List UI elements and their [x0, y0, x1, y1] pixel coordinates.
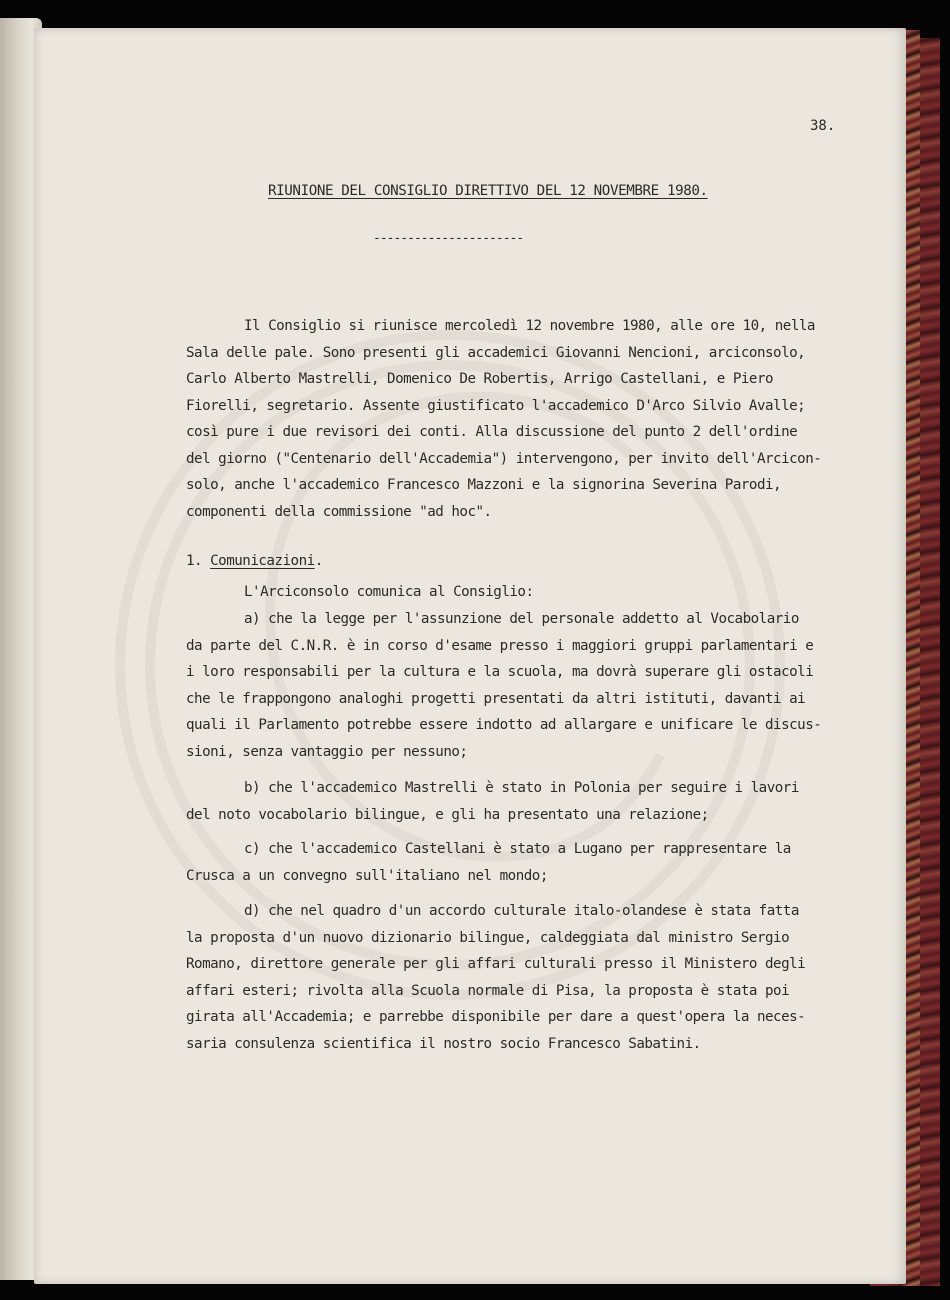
text-line: del noto vocabolario bilingue, e gli ha presentato una relazione; — [186, 806, 709, 823]
text-line: la proposta d'un nuovo dizionario bilingue, caldeggiata dal ministro Sergio — [186, 929, 790, 946]
text-line: Romano, direttore generale per gli affari culturali presso il Ministero degli — [186, 956, 806, 972]
page-number: 38. — [810, 118, 836, 134]
text-line: affari esteri; rivolta alla Scuola normale di Pisa, la proposta è stata poi — [186, 982, 790, 999]
item-a-paragraph — [186, 606, 822, 765]
intro-paragraph — [186, 313, 822, 525]
text-line: che le frappongono analoghi progetti presentati da altri istituti, davanti ai — [186, 690, 806, 707]
text-line: Crusca a un convegno sull'italiano nel mondo; — [186, 867, 548, 884]
text-line: quali il Parlamento potrebbe essere indotto ad allargare e unificare le discus- — [186, 717, 822, 733]
text-line: i loro responsabili per la cultura e la scuola, ma dovrà superare gli ostacoli — [186, 664, 814, 680]
section-title: Comunicazioni — [210, 553, 315, 569]
title-rule: ---------------------- — [373, 231, 524, 246]
text-line: a) che la legge per l'assunzione del personale addetto al Vocabolario — [244, 611, 799, 627]
text-line: così pure i due revisori dei conti. Alla discussione del punto 2 dell'ordine — [186, 424, 798, 440]
text-line: sioni, senza vantaggio per nessuno; — [186, 743, 468, 760]
text-line: Fiorelli, segretario. Assente giustificato l'accademico D'Arco Silvio Avalle; — [186, 397, 806, 414]
text-line: solo, anche l'accademico Francesco Mazzoni e la signorina Severina Parodi, — [186, 477, 782, 493]
text-line: L'Arciconsolo comunica al Consiglio: — [244, 584, 534, 600]
text-line: Carlo Alberto Mastrelli, Domenico De Robertis, Arrigo Castellani, e Piero — [186, 371, 774, 387]
text-line: d) che nel quadro d'un accordo culturale italo-olandese è stata fatta — [244, 903, 799, 919]
section-intro — [186, 579, 806, 606]
item-d-paragraph — [186, 898, 806, 1057]
text-line: Sala delle pale. Sono presenti gli accademici Giovanni Nencioni, arciconsolo, — [186, 344, 806, 361]
text-line: Il Consiglio si riunisce mercoledì 12 novembre 1980, alle ore 10, nella — [244, 318, 815, 334]
text-line: del giorno ("Centenario dell'Accademia") intervengono, per invito dell'Arcicon- — [186, 450, 822, 467]
text-line: saria consulenza scientifica il nostro socio Francesco Sabatini. — [186, 1035, 701, 1052]
text-line: da parte del C.N.R. è in corso d'esame presso i maggiori gruppi parlamentari e — [186, 637, 814, 654]
section-number: 1. — [186, 553, 203, 569]
section-heading: 1. Comunicazioni. — [186, 553, 323, 569]
item-c-paragraph — [186, 836, 806, 889]
text-line: componenti della commissione "ad hoc". — [186, 503, 492, 520]
text-line: c) che l'accademico Castellani è stato a Lugano per rappresentare la — [244, 841, 791, 857]
text-line: girata all'Accademia; e parrebbe disponibile per dare a quest'opera la neces- — [186, 1009, 806, 1025]
text-line: b) che l'accademico Mastrelli è stato in Polonia per seguire i lavori — [244, 780, 799, 796]
item-b-paragraph — [186, 775, 806, 828]
document-title: RIUNIONE DEL CONSIGLIO DIRETTIVO DEL 12 NOVEMBRE 1980. — [268, 183, 708, 199]
